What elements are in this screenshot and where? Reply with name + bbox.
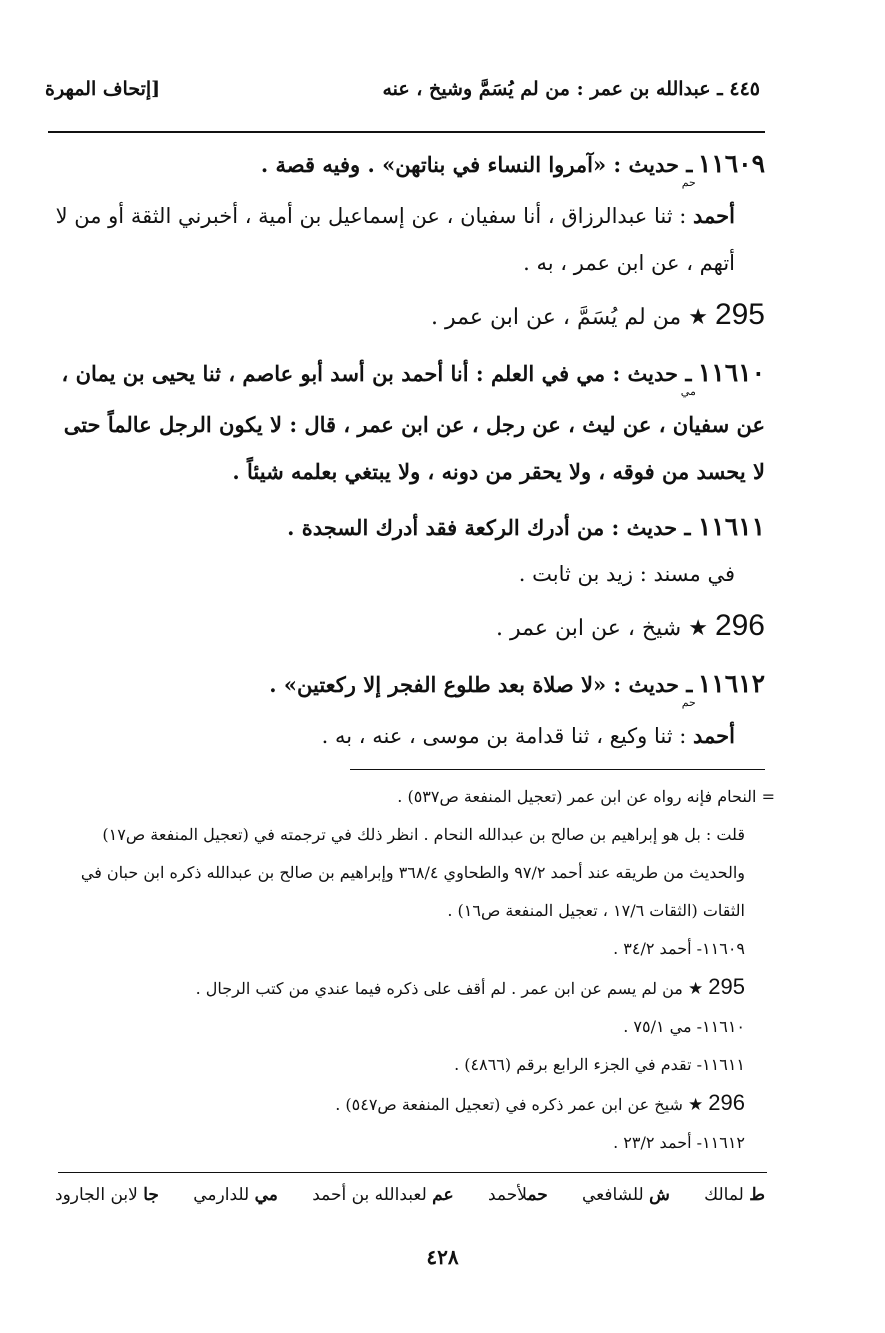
legend-item	[488, 1185, 548, 1225]
header-title: ٤٤٥ ـ عبدالله بن عمر : من لم يُسَمَّ وشيخ ، عنه	[382, 78, 760, 100]
legend-abbr: ط	[749, 1185, 765, 1205]
narrator-heading-text: شيخ ، عن ابن عمر .	[496, 616, 682, 641]
page-number: ٤٢٨	[426, 1245, 459, 1269]
entry-number: ١١٦١١	[697, 512, 765, 541]
footnote-narrator-number: 295	[708, 974, 745, 999]
narrator-heading-296	[48, 602, 765, 652]
header-book-title: [إتحاف المهرة	[45, 78, 161, 100]
cross-reference: في مسند : زيد بن ثابت .	[518, 562, 735, 586]
abbreviation-legend	[55, 1185, 765, 1225]
footnote-11611: ١١٦١١- تقدم في الجزء الرابع برقم (٤٨٦٦) .	[454, 1055, 745, 1074]
legend-abbr: عم	[432, 1185, 454, 1205]
narrator-number: 295	[714, 298, 765, 331]
main-text	[48, 140, 765, 760]
legend-item	[55, 1185, 159, 1225]
hadith-entry-11609	[48, 140, 765, 287]
legend-abbr: ش	[649, 1185, 670, 1205]
footnotes	[50, 778, 775, 1162]
narrator-number: 296	[714, 609, 765, 642]
legend-name: للشافعي	[582, 1185, 644, 1205]
legend-item	[582, 1185, 670, 1225]
running-header	[45, 78, 760, 118]
legend-item	[704, 1185, 765, 1225]
narrator-heading-text: من لم يُسَمَّ ، عن ابن عمر .	[431, 305, 682, 330]
header-rule	[48, 131, 765, 133]
legend-abbr: حم	[527, 1185, 548, 1205]
footnote-11610: ١١٦١٠- مي ٧٥/١ .	[623, 1017, 745, 1036]
entry-heading: ـ حديث : مي في العلم : أنا أحمد بن أسد أبو عاصم ، ثنا يحيى بن يمان ، عن سفيان ، عن ليث ، عن رجل ، عن ابن عمر ، قال : لا يكون الرجل عالماً حتى لا يحسد من فوقه ، ولا يحقر من دونه ، ولا يبتغي بعلمه شيئاً .	[61, 361, 765, 484]
narrator-heading-295	[48, 291, 765, 341]
isnad-text: : ثنا وكيع ، ثنا قدامة بن موسى ، عنه ، به .	[321, 724, 687, 748]
entry-siglum: حم	[681, 176, 696, 189]
footnote-rule	[350, 769, 765, 770]
hadith-entry-11610	[48, 349, 765, 495]
legend-name: للدارمي	[193, 1185, 250, 1205]
hadith-entry-11611	[48, 503, 765, 598]
legend-name: لأحمد	[487, 1185, 528, 1205]
legend-item	[312, 1185, 453, 1225]
footnote-text: شيخ عن ابن عمر ذكره في (تعجيل المنفعة ص٥٤٧) .	[335, 1095, 683, 1114]
star-icon: ★	[688, 305, 708, 330]
legend-name: لمالك	[704, 1185, 744, 1205]
legend-item	[193, 1185, 278, 1225]
legend-rule	[58, 1172, 767, 1173]
narrator: أحمد	[693, 723, 735, 748]
footnote-note: قلت : بل هو إبراهيم بن صالح بن عبدالله النحام . انظر ذلك في ترجمته في (تعجيل المنفعة ص١٧) والحديث من طريقه عند أحمد ٩٧/٢ والطحاوي ٣٦٨/٤ وإبراهيم بن صالح بن عبدالله ذكره ابن حبان في الثقات (الثقات ١٧/٦ ، تعجيل المنفعة ص١٦) .	[80, 825, 745, 920]
footnote-11612: ١١٦١٢- أحمد ٢٣/٢ .	[613, 1133, 745, 1152]
entry-siglum: مي	[680, 385, 696, 398]
footnote-narrator-number: 296	[708, 1090, 745, 1115]
footnote-text: من لم يسم عن ابن عمر . لم أقف على ذكره فيما عندي من كتب الرجال .	[195, 979, 683, 998]
entry-heading: ـ حديث : «لا صلاة بعد طلوع الفجر إلا ركعتين» .	[269, 672, 693, 697]
entry-heading: ـ حديث : من أدرك الركعة فقد أدرك السجدة .	[287, 515, 691, 540]
legend-abbr: مي	[254, 1185, 278, 1205]
star-icon: ★	[687, 1095, 704, 1115]
footnote-continuation: = النحام فإنه رواه عن ابن عمر (تعجيل المنفعة ص٥٣٧) .	[397, 787, 775, 806]
hadith-entry-11612	[48, 660, 765, 760]
entry-heading: ـ حديث : «آمروا النساء في بناتهن» . وفيه قصة .	[260, 152, 693, 177]
star-icon: ★	[688, 616, 708, 641]
entry-number: ١١٦١٢	[697, 669, 765, 698]
footnote-296	[50, 1084, 775, 1124]
isnad-text: : ثنا عبدالرزاق ، أنا سفيان ، عن إسماعيل بن أمية ، أخبرني الثقة أو من لا أتهم ، عن ابن عمر ، به .	[55, 204, 735, 275]
legend-abbr: جا	[143, 1185, 159, 1205]
legend-name: لعبدالله بن أحمد	[312, 1185, 427, 1205]
entry-number: ١١٦٠٩	[697, 149, 765, 178]
star-icon: ★	[687, 979, 704, 999]
entry-siglum: حم	[681, 696, 696, 709]
entry-number: ١١٦١٠	[697, 358, 765, 387]
footnote-295	[50, 968, 775, 1008]
legend-name: لابن الجارود	[55, 1185, 138, 1205]
footnote-11609: ١١٦٠٩- أحمد ٣٤/٢ .	[613, 939, 745, 958]
narrator: أحمد	[693, 203, 735, 228]
